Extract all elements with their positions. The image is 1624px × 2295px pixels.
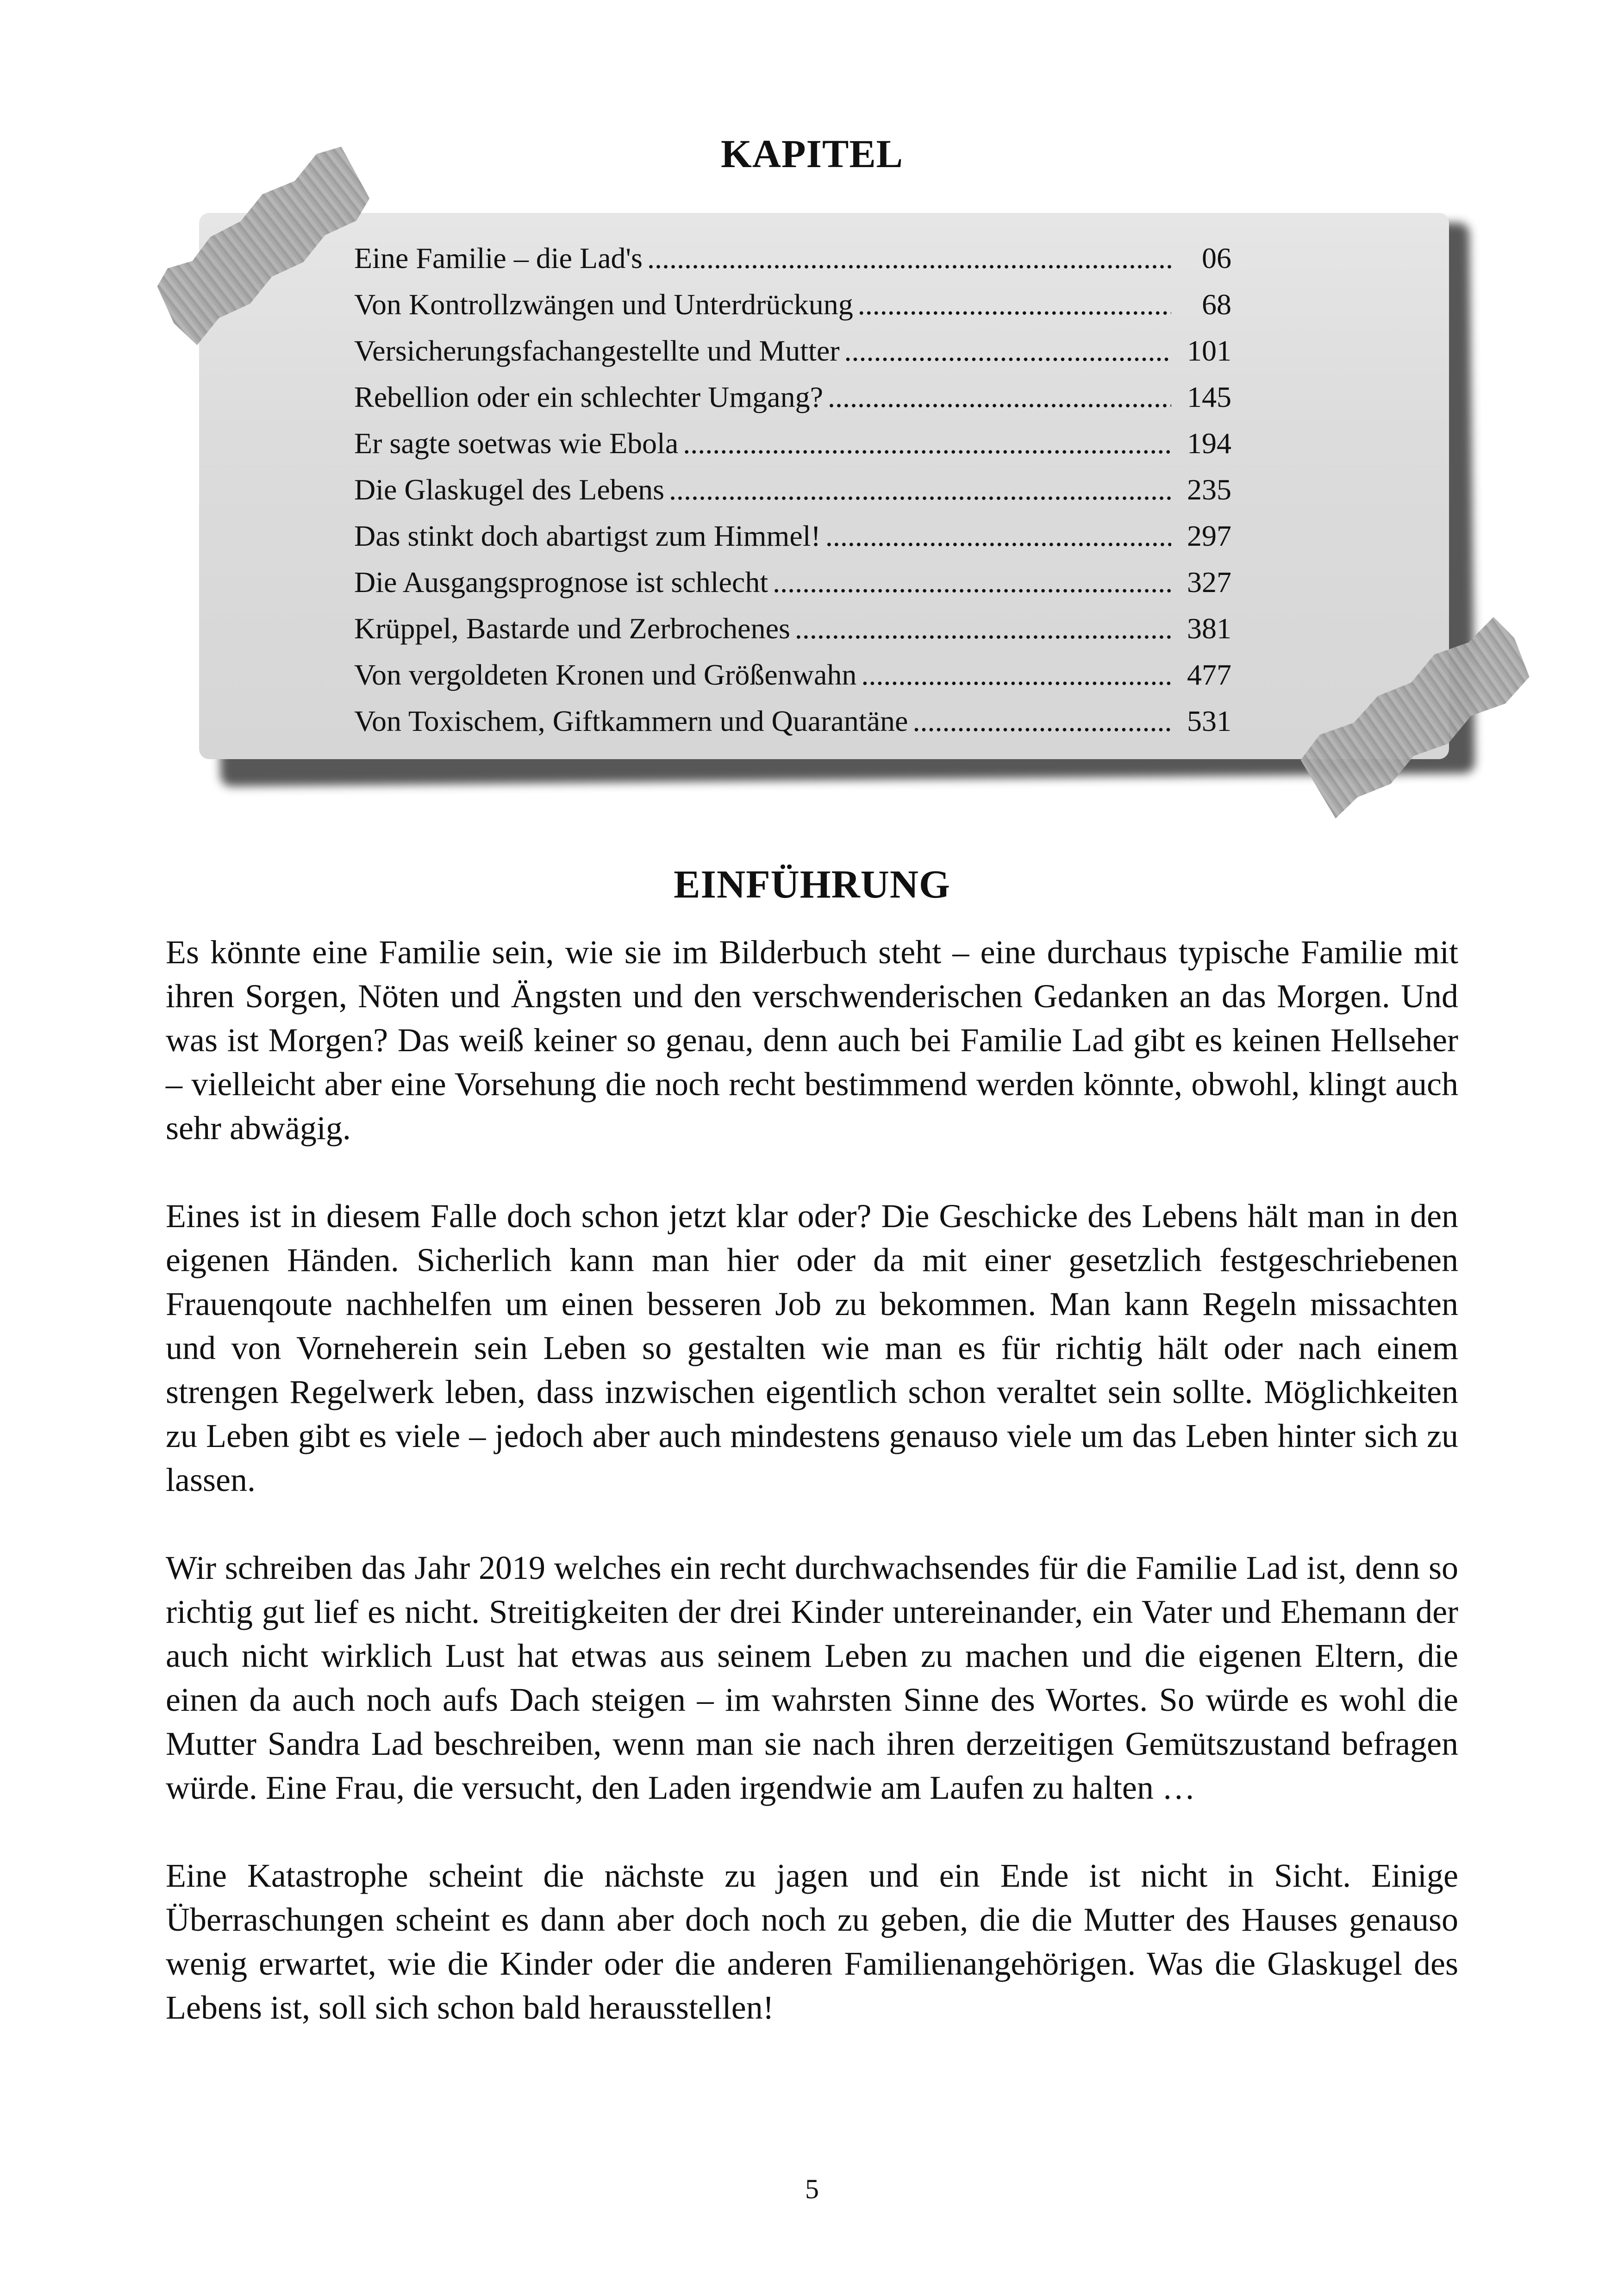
- toc-entry-page: 194: [1187, 427, 1231, 460]
- toc-entry-page: 381: [1187, 612, 1231, 645]
- toc-leader: [795, 605, 1171, 652]
- toc-entry: [354, 328, 1231, 374]
- intro-body: [166, 930, 1458, 2074]
- toc-entry: [354, 467, 1231, 513]
- toc-entry-page: 06: [1202, 242, 1231, 274]
- toc-leader: [828, 374, 1171, 420]
- toc-entry-label: Von Toxischem, Giftkammern und Quarantäne: [354, 705, 908, 737]
- toc-entry: [354, 235, 1231, 281]
- toc-entry-label: Von Kontrollzwängen und Unterdrückung: [354, 288, 853, 321]
- toc-entry-page: 235: [1187, 473, 1231, 506]
- toc-leader: [858, 281, 1171, 328]
- toc-entry-label: Krüppel, Bastarde und Zerbrochenes: [354, 612, 790, 645]
- toc-entry-label: Eine Familie – die Lad's: [354, 242, 643, 274]
- toc-entry-page: 327: [1187, 566, 1231, 599]
- toc-entry-label: Die Glaskugel des Lebens: [354, 473, 665, 506]
- toc-list: [354, 235, 1231, 744]
- toc-entry-label: Versicherungsfachangestellte und Mutter: [354, 334, 840, 367]
- toc-entry-label: Von vergoldeten Kronen und Größenwahn: [354, 658, 857, 691]
- toc-entry-page: 101: [1187, 334, 1231, 367]
- toc-entry: [354, 513, 1231, 559]
- toc-leader: [844, 328, 1171, 374]
- toc-heading: KAPITEL: [720, 131, 904, 176]
- toc-entry-label: Das stinkt doch abartigst zum Himmel!: [354, 519, 821, 552]
- toc-entry: [354, 281, 1231, 328]
- toc-entry-page: 145: [1187, 380, 1231, 413]
- toc-entry-page: 531: [1187, 705, 1231, 737]
- toc-entry: [354, 698, 1231, 744]
- toc-leader: [669, 467, 1171, 513]
- toc-entry-label: Rebellion oder ein schlechter Umgang?: [354, 380, 823, 413]
- toc-entry-label: Er sagte soetwas wie Ebola: [354, 427, 679, 460]
- toc-entry: [354, 605, 1231, 652]
- toc-entry-label: Die Ausgangsprognose ist schlecht: [354, 566, 768, 599]
- toc-entry: [354, 559, 1231, 605]
- intro-paragraph: Wir schreiben das Jahr 2019 welches ein recht durchwachsendes für die Familie Lad ist, denn so richtig gut lief es nicht. Streitigkeiten der drei Kinder untereinander, ein Vater und Ehemann der auch nicht wirklich Lust hat etwas aus seinem Leben zu machen und die eigenen Eltern, die einen da auch noch aufs Dach steigen – im wahrsten Sinne des Wortes. So würde es wohl die Mutter Sandra Lad beschreiben, wenn man sie nach ihren derzeitigen Gemütszustand befragen würde. Eine Frau, die versucht, den Laden irgendwie am Laufen zu halten …: [166, 1549, 1458, 1806]
- toc-entry-page: 68: [1202, 288, 1231, 321]
- page-number: 5: [805, 2174, 819, 2204]
- toc-entry-page: 477: [1187, 658, 1231, 691]
- intro-paragraph: Es könnte eine Familie sein, wie sie im Bilderbuch steht – eine durchaus typische Familie mit ihren Sorgen, Nöten und Ängsten und den verschwenderischen Gedanken an das Morgen. Und was ist Morgen? Das weiß keiner so genau, denn auch bei Familie Lad gibt es keinen Hellseher – vielleicht aber eine Vorsehung die noch recht bestimmend werden könnte, obwohl, klingt auch sehr abwägig.: [166, 934, 1458, 1147]
- intro-paragraph: Eine Katastrophe scheint die nächste zu jagen und ein Ende ist nicht in Sicht. Einige Überraschungen scheint es dann aber doch noch zu geben, die die Mutter des Hauses genauso wenig erwartet, wie die Kinder oder die anderen Familienangehörigen. Was die Glaskugel des Lebens ist, soll sich schon bald herausstellen!: [166, 1857, 1458, 2026]
- toc-leader: [861, 652, 1171, 698]
- toc-leader: [773, 559, 1171, 605]
- toc-entry: [354, 420, 1231, 467]
- toc-entry: [354, 652, 1231, 698]
- toc-leader: [647, 235, 1171, 281]
- intro-heading: EINFÜHRUNG: [674, 862, 950, 906]
- toc-leader: [683, 420, 1171, 467]
- toc-entry-page: 297: [1187, 519, 1231, 552]
- intro-paragraph: Eines ist in diesem Falle doch schon jetzt klar oder? Die Geschicke des Lebens hält man in den eigenen Händen. Sicherlich kann man hier oder da mit einer gesetzlich festgeschriebenen Frauenqoute nachhelfen um einen besseren Job zu bekommen. Man kann Regeln missachten und von Vorneherein sein Leben so gestalten wie man es für richtig hält oder nach einem strengen Regelwerk leben, dass inzwischen eigentlich schon veraltet sein sollte. Möglichkeiten zu Leben gibt es viele – jedoch aber auch mindestens genauso viele um das Leben hinter sich zu lassen.: [166, 1197, 1458, 1498]
- toc-leader: [825, 513, 1171, 559]
- toc-leader: [912, 698, 1171, 744]
- toc-entry: [354, 374, 1231, 420]
